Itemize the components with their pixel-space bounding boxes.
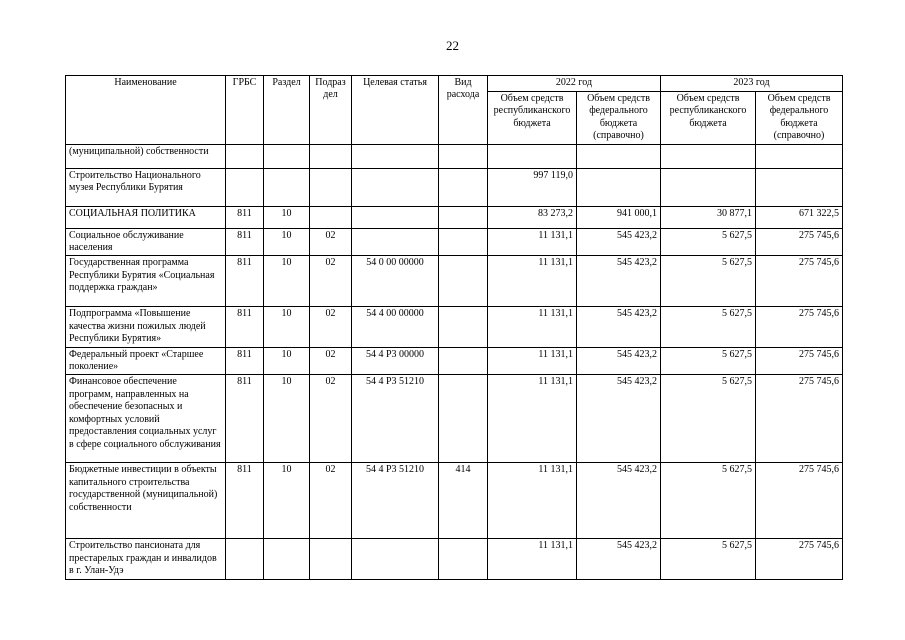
cell-podrazdel: 02 [310,347,352,375]
table-row [66,307,843,347]
cell-podrazdel: 02 [310,463,352,539]
table-row [66,228,843,256]
cell-vid [439,347,488,375]
cell-name: Финансовое обеспечение программ, направленных на обеспечение безопасных и комфортных условий предоставления социальных услуг в сфере социального обслуживания [66,375,226,463]
cell-razdel [264,539,310,579]
header-fed-2022: Объем средств федерального бюджета (справочно) [577,92,661,145]
cell-target [352,144,439,168]
cell-rep-2023: 5 627,5 [661,307,756,347]
cell-target: 54 4 P3 51210 [352,463,439,539]
cell-fed-2022: 545 423,2 [577,375,661,463]
cell-vid [439,307,488,347]
cell-grbs: 811 [226,206,264,228]
cell-fed-2022: 545 423,2 [577,307,661,347]
cell-rep-2023 [661,144,756,168]
cell-rep-2023: 30 877,1 [661,206,756,228]
table-row [66,347,843,375]
cell-rep-2022: 11 131,1 [488,228,577,256]
cell-name: Социальное обслуживание населения [66,228,226,256]
cell-name: (муниципальной) собственности [66,144,226,168]
cell-podrazdel [310,206,352,228]
cell-name: Строительство пансионата для престарелых граждан и инвалидов в г. Улан-Удэ [66,539,226,579]
cell-target [352,539,439,579]
cell-razdel: 10 [264,206,310,228]
cell-fed-2022 [577,168,661,206]
cell-podrazdel: 02 [310,307,352,347]
cell-podrazdel [310,144,352,168]
cell-rep-2023: 5 627,5 [661,463,756,539]
header-grbs: ГРБС [226,76,264,145]
cell-rep-2022: 83 273,2 [488,206,577,228]
cell-fed-2022: 545 423,2 [577,463,661,539]
header-podrazdel: Подраз дел [310,76,352,145]
header-year-2023: 2023 год [661,76,843,92]
cell-razdel [264,168,310,206]
cell-fed-2023: 275 745,6 [756,256,843,307]
cell-name: Подпрограмма «Повышение качества жизни пожилых людей Республики Бурятия» [66,307,226,347]
cell-grbs: 811 [226,375,264,463]
table-row [66,144,843,168]
cell-target: 54 4 00 00000 [352,307,439,347]
cell-name: Федеральный проект «Старшее поколение» [66,347,226,375]
header-target: Целевая статья [352,76,439,145]
cell-razdel: 10 [264,347,310,375]
cell-fed-2023: 275 745,6 [756,347,843,375]
cell-podrazdel: 02 [310,228,352,256]
cell-fed-2022: 941 000,1 [577,206,661,228]
cell-fed-2022: 545 423,2 [577,539,661,579]
header-row [66,76,843,92]
cell-vid: 414 [439,463,488,539]
cell-rep-2022: 11 131,1 [488,347,577,375]
cell-vid [439,256,488,307]
header-rep-2023: Объем средств республиканского бюджета [661,92,756,145]
header-year-2022: 2022 год [488,76,661,92]
cell-razdel: 10 [264,256,310,307]
cell-grbs: 811 [226,307,264,347]
cell-target [352,228,439,256]
cell-rep-2023 [661,168,756,206]
cell-rep-2023: 5 627,5 [661,347,756,375]
header-razdel: Раздел [264,76,310,145]
cell-grbs [226,539,264,579]
header-rep-2022: Объем средств республиканского бюджета [488,92,577,145]
cell-fed-2023: 275 745,6 [756,539,843,579]
cell-name: СОЦИАЛЬНАЯ ПОЛИТИКА [66,206,226,228]
page-number: 22 [446,38,459,53]
cell-podrazdel [310,168,352,206]
cell-grbs: 811 [226,463,264,539]
cell-razdel: 10 [264,307,310,347]
cell-fed-2022 [577,144,661,168]
cell-razdel: 10 [264,228,310,256]
cell-vid [439,228,488,256]
cell-rep-2023: 5 627,5 [661,375,756,463]
cell-grbs [226,144,264,168]
cell-fed-2022: 545 423,2 [577,256,661,307]
cell-vid [439,375,488,463]
cell-target: 54 4 P3 00000 [352,347,439,375]
cell-podrazdel: 02 [310,375,352,463]
cell-podrazdel: 02 [310,256,352,307]
table-row [66,463,843,539]
cell-fed-2022: 545 423,2 [577,228,661,256]
cell-rep-2022: 11 131,1 [488,256,577,307]
cell-rep-2022: 997 119,0 [488,168,577,206]
table-row [66,539,843,579]
cell-fed-2023 [756,168,843,206]
cell-target: 54 0 00 00000 [352,256,439,307]
cell-target [352,206,439,228]
cell-rep-2022: 11 131,1 [488,539,577,579]
cell-rep-2022: 11 131,1 [488,375,577,463]
cell-rep-2023: 5 627,5 [661,228,756,256]
header-name: Наименование [66,76,226,145]
cell-name: Бюджетные инвестиции в объекты капитального строительства государственной (муниципальной) собственности [66,463,226,539]
cell-razdel: 10 [264,375,310,463]
cell-fed-2023: 275 745,6 [756,375,843,463]
cell-name: Строительство Национального музея Республики Бурятия [66,168,226,206]
cell-fed-2023: 275 745,6 [756,228,843,256]
cell-grbs: 811 [226,228,264,256]
cell-vid [439,206,488,228]
cell-grbs: 811 [226,256,264,307]
header-fed-2023: Объем средств федерального бюджета (справочно) [756,92,843,145]
cell-fed-2022: 545 423,2 [577,347,661,375]
table-row [66,375,843,463]
cell-fed-2023: 671 322,5 [756,206,843,228]
cell-name: Государственная программа Республики Бурятия «Социальная поддержка граждан» [66,256,226,307]
table-row [66,206,843,228]
cell-target [352,168,439,206]
cell-grbs: 811 [226,347,264,375]
cell-fed-2023: 275 745,6 [756,307,843,347]
budget-table [65,75,843,580]
cell-fed-2023 [756,144,843,168]
cell-rep-2022: 11 131,1 [488,307,577,347]
cell-rep-2022: 11 131,1 [488,463,577,539]
cell-target: 54 4 P3 51210 [352,375,439,463]
cell-rep-2023: 5 627,5 [661,539,756,579]
table-row [66,256,843,307]
cell-rep-2023: 5 627,5 [661,256,756,307]
cell-fed-2023: 275 745,6 [756,463,843,539]
table-row [66,168,843,206]
cell-grbs [226,168,264,206]
cell-razdel [264,144,310,168]
cell-vid [439,144,488,168]
cell-razdel: 10 [264,463,310,539]
cell-podrazdel [310,539,352,579]
cell-vid [439,539,488,579]
header-vid: Вид расхода [439,76,488,145]
cell-rep-2022 [488,144,577,168]
cell-vid [439,168,488,206]
